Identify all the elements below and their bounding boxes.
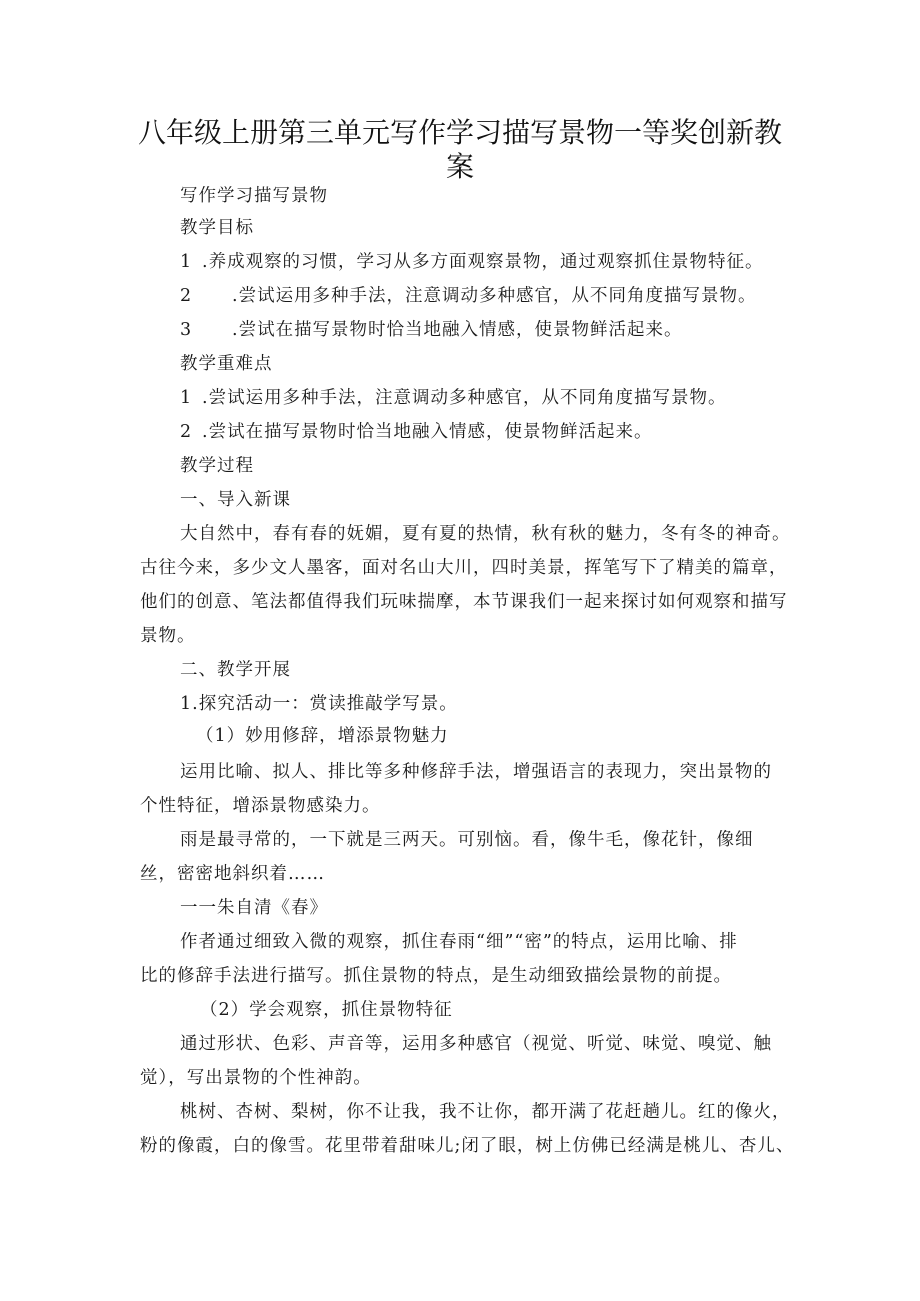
objective-text: .养成观察的习惯，学习从多方面观察景物，通过观察抓住景物特征。: [202, 252, 764, 272]
objective-number: 1: [180, 252, 193, 272]
keypoint-number: 1: [180, 388, 193, 408]
paragraph-line: 运用比喻、拟人、排比等多种修辞手法，增强语言的表现力，突出景物的: [180, 762, 772, 782]
section-2-heading: 二、教学开展: [180, 660, 291, 680]
paragraph-line: 他们的创意、笔法都值得我们玩味揣摩，本节课我们一起来探讨如何观察和描写: [140, 592, 788, 612]
objective-text: .尝试运用多种手法，注意调动多种感官，从不同角度描写景物。: [232, 286, 757, 306]
objective-item: [180, 318, 683, 342]
document-title-line-1: 八年级上册第三单元写作学习描写景物一等奖创新教: [137, 116, 782, 149]
paragraph-line: 古往今来，多少文人墨客，面对名山大川，四时美景，挥笔写下了精美的篇章，: [140, 558, 788, 578]
keypoint-text: .尝试在描写景物时恰当地融入情感，使景物鲜活起来。: [202, 422, 653, 442]
quote-source: 一一朱自清《春》: [180, 898, 328, 918]
quote-line: 丝，密密地斜织着……: [140, 864, 325, 884]
paragraph-line: 大自然中，春有春的妩媚，夏有夏的热情，秋有秋的魅力，冬有冬的神奇。: [180, 524, 791, 544]
keypoint-item: [180, 386, 727, 410]
paragraph-line: 个性特征，增添景物感染力。: [140, 796, 381, 816]
paragraph-line: 景物。: [140, 626, 196, 646]
quote-line: 粉的像霞，白的像雪。花里带着甜味儿;闭了眼，树上仿佛已经满是桃儿、杏儿、: [140, 1136, 795, 1156]
objective-item: [180, 250, 764, 274]
process-heading: 教学过程: [180, 456, 254, 476]
objective-number: 2: [180, 286, 193, 306]
keypoint-item: [180, 420, 653, 444]
keypoints-heading: 教学重难点: [180, 354, 273, 374]
objective-item: [180, 284, 757, 308]
quote-line: 桃树、杏树、梨树，你不让我，我不让你，都开满了花赶趟儿。红的像火，: [180, 1102, 791, 1122]
objective-number: 3: [180, 320, 193, 340]
quote-line: 雨是最寻常的，一下就是三两天。可别恼。看，像牛毛，像花针，像细: [180, 830, 754, 850]
document-title-line-2: 案: [445, 150, 474, 183]
paragraph-line: 觉），写出景物的个性神韵。: [140, 1068, 372, 1088]
paragraph-line: 作者通过细致入微的观察，抓住春雨“细”“密”的特点，运用比喻、排: [180, 932, 738, 952]
section-1-heading: 一、导入新课: [180, 490, 291, 510]
keypoint-text: .尝试运用多种手法，注意调动多种感官，从不同角度描写景物。: [202, 388, 727, 408]
paragraph-line: 通过形状、色彩、声音等，运用多种感官（视觉、听觉、味觉、嗅觉、触: [180, 1034, 772, 1054]
subtitle: 写作学习描写景物: [180, 186, 328, 206]
subsection-2-heading: （2）学会观察，抓住景物特征: [200, 1000, 453, 1020]
keypoint-number: 2: [180, 422, 193, 442]
objectives-heading: 教学目标: [180, 218, 254, 238]
subsection-1-heading: （1）妙用修辞，增添景物魅力: [196, 726, 449, 746]
activity-1-heading: 1.探究活动一：赏读推敲学写景。: [180, 694, 458, 714]
paragraph-line: 比的修辞手法进行描写。抓住景物的特点，是生动细致描绘景物的前提。: [140, 966, 732, 986]
objective-text: .尝试在描写景物时恰当地融入情感，使景物鲜活起来。: [232, 320, 683, 340]
